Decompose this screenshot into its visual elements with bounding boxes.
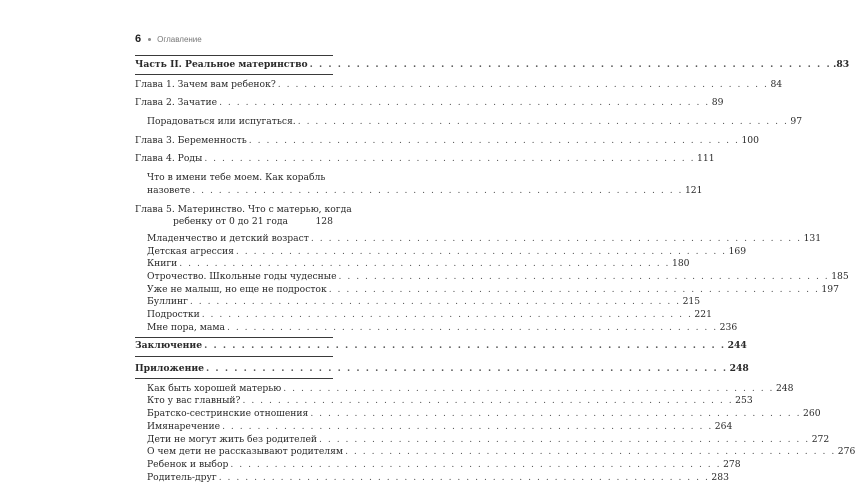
toc-subentry[interactable]: [135, 408, 821, 421]
toc-subentry[interactable]: [135, 296, 701, 309]
toc-entry-title: Книги: [147, 258, 178, 270]
toc-entry-page: 111: [697, 153, 715, 165]
toc-subentry[interactable]: [135, 270, 849, 284]
toc-entry-title: Имянаречение: [147, 420, 221, 432]
toc-entry-page: .83: [833, 58, 850, 70]
toc-entry-page: 253: [735, 395, 753, 407]
toc-entry-title: Как быть хорошей матерью: [147, 382, 282, 394]
dot-leader: [309, 233, 804, 246]
toc-entry-title: Заключение: [135, 340, 203, 352]
dot-leader: [202, 153, 697, 166]
dot-leader: [204, 363, 730, 376]
toc-entry-page: 278: [723, 458, 741, 470]
dot-leader: [337, 271, 832, 284]
dot-leader: [276, 79, 771, 92]
toc-entry-title: Буллинг: [147, 296, 188, 308]
toc-entry-title: Уже не малыш, но еще не подросток: [147, 283, 327, 295]
toc-entry-page: 128: [315, 216, 333, 228]
table-of-contents: [135, 55, 855, 484]
toc-entry-ch3[interactable]: [135, 134, 759, 148]
toc-entry-title: Глава 1. Зачем вам ребенок?: [135, 78, 276, 90]
toc-entry-page: 244: [727, 340, 747, 352]
toc-entry-page: 272: [811, 433, 830, 445]
appendix-subentries: [135, 382, 855, 484]
toc-entry-page: 264: [714, 420, 733, 432]
toc-entry-page: 276: [837, 446, 855, 458]
dot-leader: [296, 116, 791, 129]
dot-leader: [317, 434, 812, 447]
toc-entry-page: 248: [729, 363, 749, 375]
toc-entry-title: Глава 3. Беременность: [135, 134, 247, 146]
toc-entry-page: 169: [728, 245, 747, 257]
toc-entry-conclusion[interactable]: [135, 340, 747, 353]
dot-leader: [308, 59, 834, 72]
toc-entry-title: Отрочество. Школьные годы чудесные: [147, 270, 337, 282]
toc-subentry[interactable]: [135, 258, 690, 271]
toc-entry-ch4-sub[interactable]: [135, 172, 703, 197]
toc-entry-title-line1: Глава 5. Материнство. Что с матерью, когда: [135, 203, 352, 215]
toc-entry-part2[interactable]: [135, 58, 850, 72]
dot-leader: [327, 284, 822, 297]
toc-entry-page: 131: [803, 232, 822, 244]
toc-entry-page: 283: [711, 471, 729, 483]
toc-entry-title: Дети не могут жить без родителей: [147, 433, 318, 445]
toc-subentry[interactable]: [135, 458, 741, 472]
toc-entry-page: 260: [803, 408, 821, 420]
toc-entry-page: 84: [770, 78, 783, 90]
running-title: Оглавление: [157, 34, 202, 44]
dot-leader: [247, 135, 742, 148]
toc-entry-page: 215: [682, 296, 701, 308]
page-header: [135, 31, 202, 47]
toc-entry-title: О чем дети не рассказывают родителям: [147, 446, 344, 458]
section-rule: [135, 337, 333, 338]
toc-subentry[interactable]: [135, 382, 794, 396]
dot-leader: [220, 421, 715, 434]
page-number: 6: [135, 33, 142, 45]
toc-entry-title: Приложение: [135, 363, 205, 375]
dot-leader: [217, 97, 712, 110]
toc-entry-ch1[interactable]: [135, 78, 783, 92]
toc-entry-page: 100: [741, 134, 759, 146]
toc-entry-title-line2: ребенку от 0 до 21 года: [173, 216, 288, 228]
toc-subentry[interactable]: [135, 471, 729, 484]
toc-entry-title: Братско-сестринские отношения: [147, 408, 309, 420]
dot-leader: [190, 185, 685, 198]
dot-leader: [177, 258, 672, 271]
toc-entry-ch2-sub[interactable]: [135, 116, 803, 129]
toc-entry-page: 185: [831, 270, 849, 282]
toc-entry-title-line2: назовете: [147, 184, 191, 196]
toc-subentry[interactable]: [135, 420, 733, 434]
dot-leader: [308, 408, 803, 421]
toc-entry-title: Мне пора, мама: [147, 321, 225, 333]
toc-entry-title-line1: Что в имени тебе моем. Как корабль: [147, 172, 326, 184]
toc-entry-page: 180: [671, 258, 690, 270]
toc-entry-title: Часть II. Реальное материнство: [135, 58, 308, 70]
toc-entry-title: Ребенок и выбор: [147, 458, 229, 470]
toc-entry-ch2[interactable]: [135, 97, 724, 110]
toc-entry-title: Младенчество и детский возраст: [147, 232, 309, 244]
ch5-subentries: [135, 232, 849, 335]
bullet-separator: [148, 38, 151, 41]
toc-subentry[interactable]: [135, 433, 830, 447]
dot-leader: [202, 340, 728, 353]
dot-leader: [200, 309, 695, 322]
dot-leader: [217, 472, 712, 484]
toc-entry-title: Подростки: [147, 309, 200, 321]
toc-subentry[interactable]: [135, 245, 747, 259]
toc-entry-title: Детская агрессия: [147, 245, 234, 257]
toc-entry-page: 89: [711, 97, 724, 109]
dot-leader: [281, 383, 776, 396]
toc-entry-ch5[interactable]: [135, 203, 352, 229]
dot-leader: [188, 296, 683, 309]
toc-subentry[interactable]: [135, 232, 822, 246]
dot-leader: [228, 459, 723, 472]
toc-entry-ch4[interactable]: [135, 153, 715, 166]
dot-leader: [225, 322, 720, 335]
toc-entry-page: 121: [684, 184, 703, 196]
toc-subentry[interactable]: [135, 321, 738, 335]
toc-entry-title: Родитель-друг: [147, 471, 217, 483]
dot-leader: [234, 246, 729, 259]
toc-entry-title: Порадоваться или испугаться.: [147, 116, 296, 128]
toc-entry-page: 221: [694, 309, 712, 321]
top-rule: [135, 55, 333, 56]
toc-subentry[interactable]: [135, 283, 839, 297]
toc-entry-page: 197: [821, 283, 839, 295]
toc-subentry[interactable]: [135, 309, 712, 322]
toc-entry-page: 97: [790, 116, 803, 128]
dot-leader: [343, 446, 838, 459]
toc-entry-title: Глава 2. Зачатие: [135, 97, 218, 109]
toc-entry-page: 248: [775, 382, 794, 394]
toc-entry-page: 236: [719, 321, 738, 333]
dot-leader: [240, 395, 735, 408]
toc-subentry[interactable]: [135, 395, 753, 408]
toc-entry-title: Глава 4. Роды: [135, 153, 203, 165]
toc-entry-appendix[interactable]: [135, 363, 749, 376]
toc-subentry[interactable]: [135, 446, 855, 459]
toc-entry-title: Кто у вас главный?: [147, 395, 241, 407]
